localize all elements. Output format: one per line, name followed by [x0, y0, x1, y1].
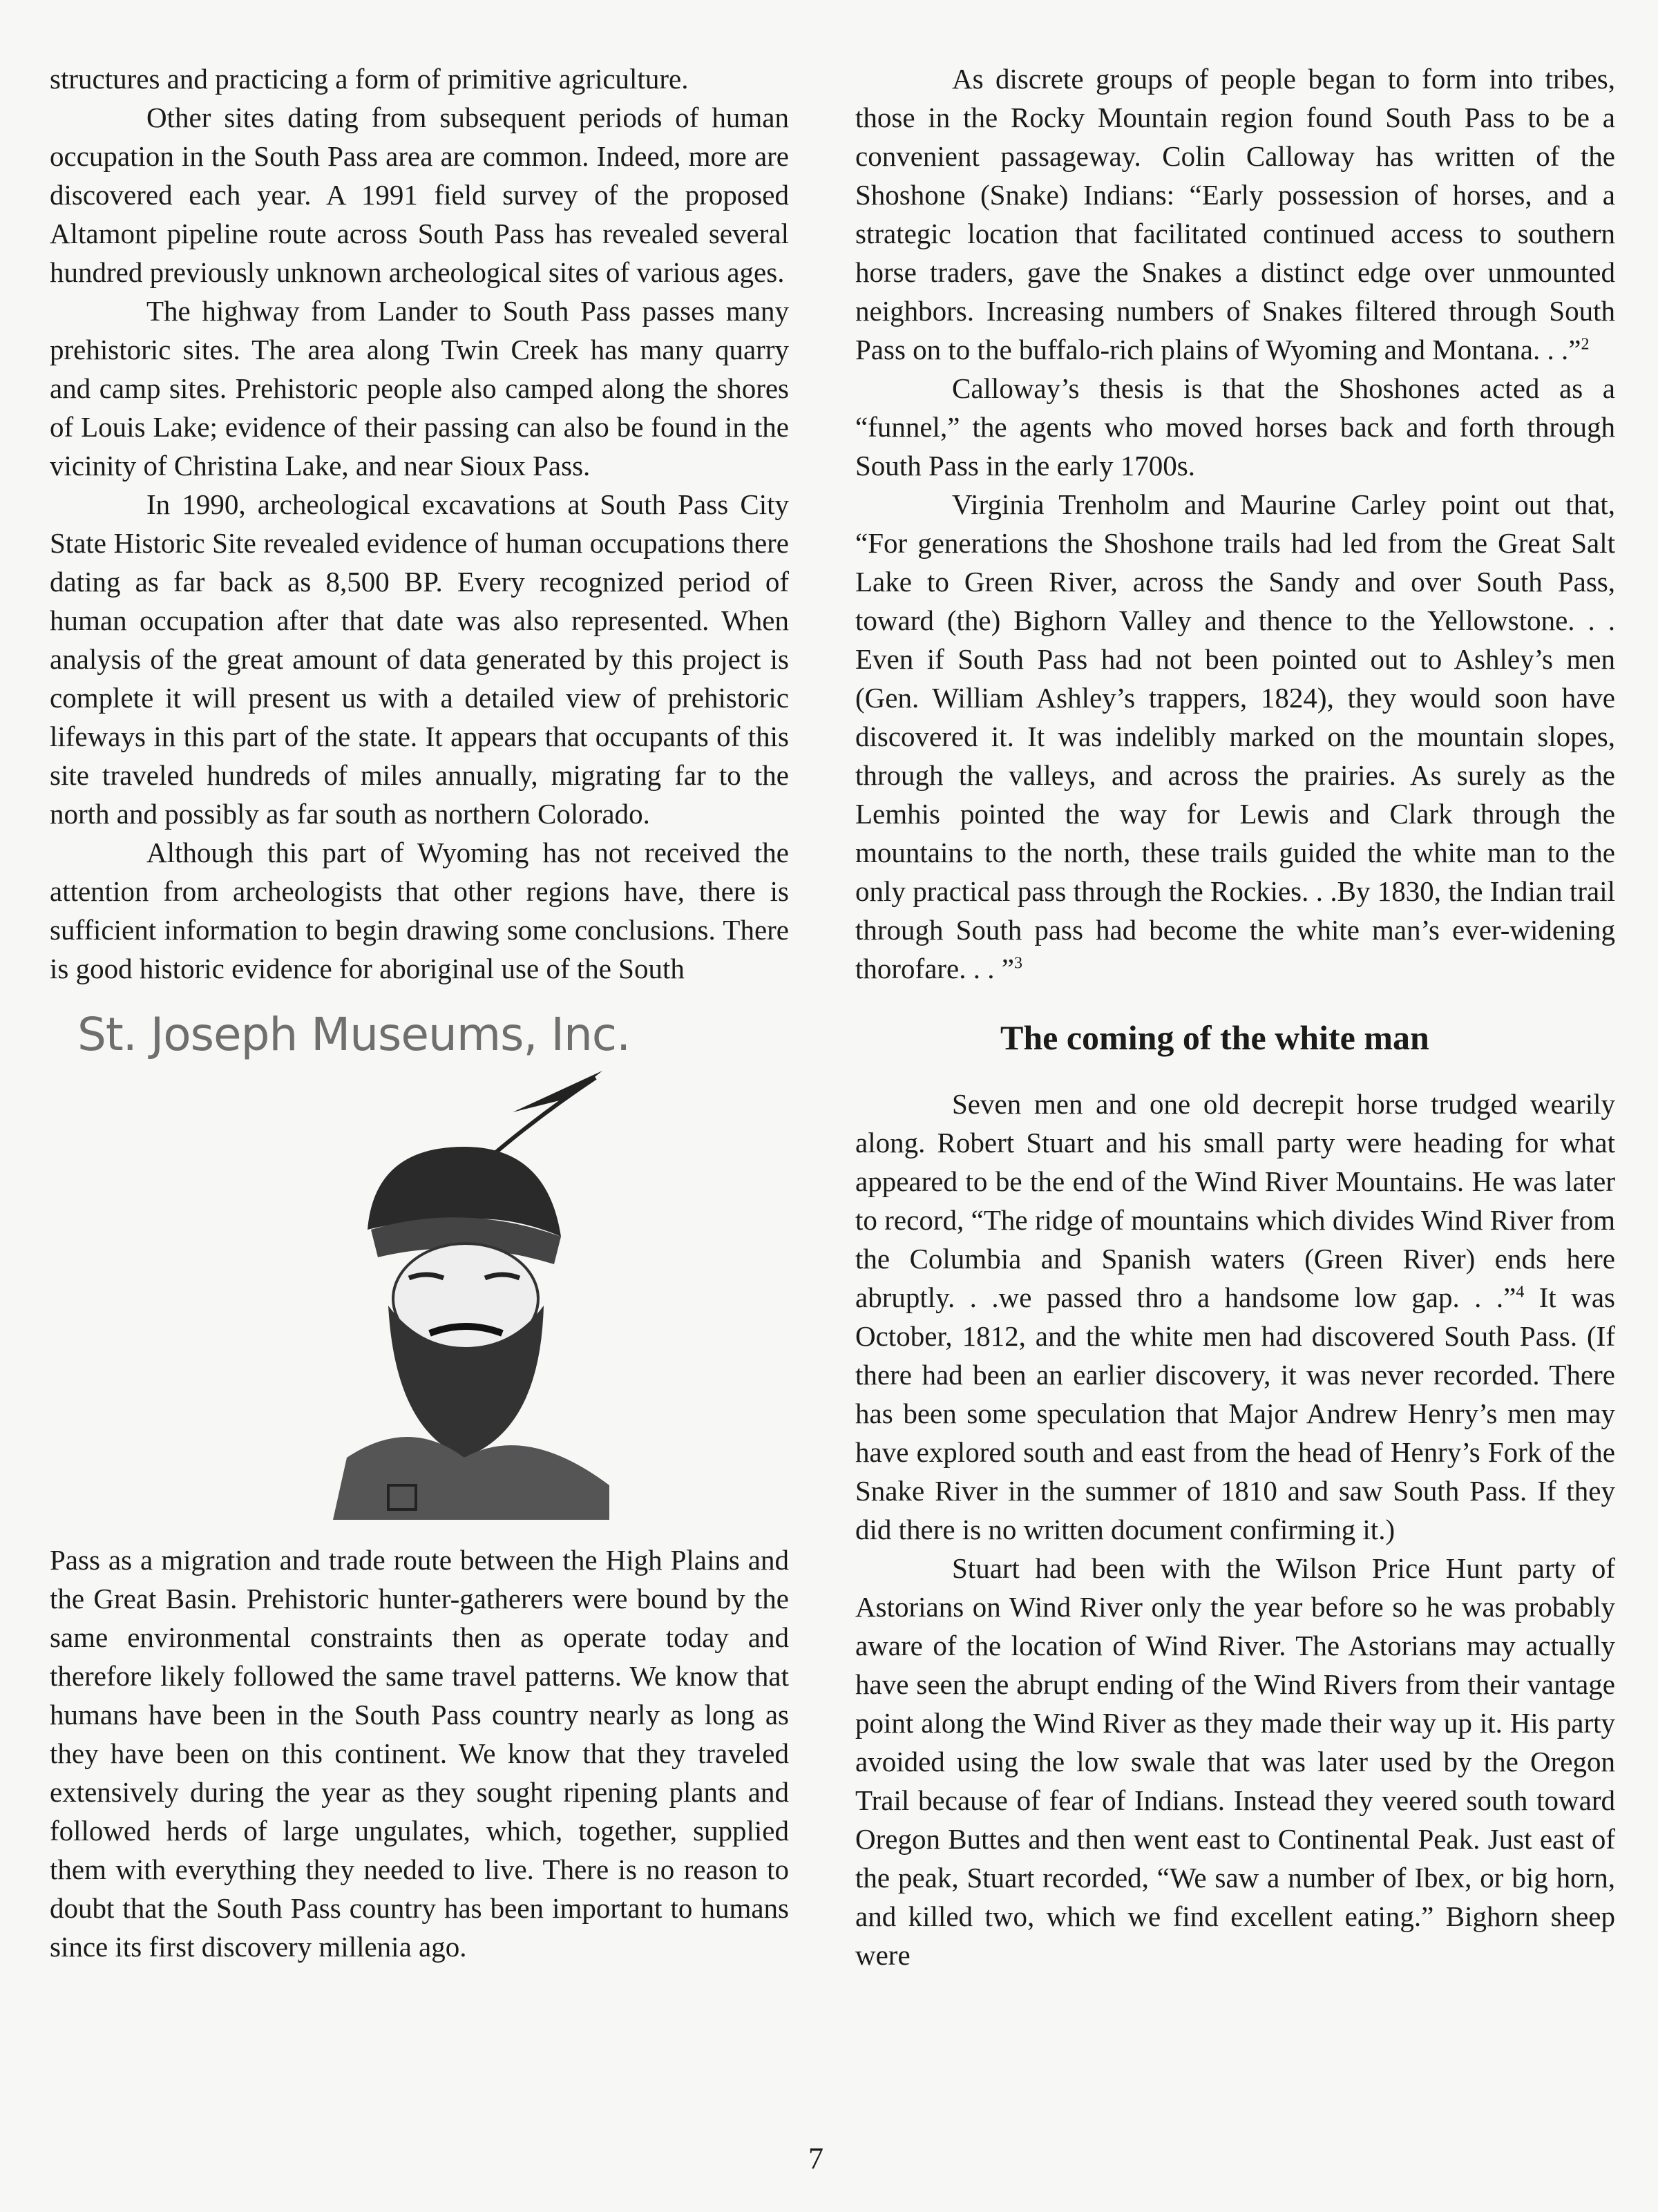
- left-column: [50, 59, 789, 1966]
- paragraph: structures and practicing a form of primitive agriculture.: [50, 63, 689, 95]
- paragraph: The highway from Lander to South Pass passes many prehistoric sites. The area along Twin Creek has many quarry and camp sites. Prehistoric people also camped along the shores of Louis Lake; evidence of their passing can also be found in the vicinity of Christina Lake, and near Sioux Pass.: [50, 295, 789, 482]
- watermark: St. Joseph Museums, Inc.: [77, 1008, 631, 1061]
- paragraph-text: It was October, 1812, and the white men had discovered South Pass. (If there had been an earlier discovery, it was never recorded. There has been some speculation that Major Andrew Henry’s men may have explored south and east from the head of Henry’s Fork of the Snake River in the summer of 1810 and saw South Pass. If they did there is no written document confirming it.): [855, 1281, 1616, 1545]
- footnote-ref: 4: [1516, 1283, 1525, 1302]
- right-column-top: [855, 59, 1615, 988]
- mountain-man-illustration: [305, 1071, 623, 1520]
- footnote-ref: 2: [1581, 335, 1590, 354]
- section-heading: The coming of the white man: [1000, 1018, 1429, 1057]
- page-number: 7: [808, 2142, 823, 2175]
- right-column-bottom: [855, 1085, 1615, 1974]
- paragraph: Other sites dating from subsequent periods of human occupation in the South Pass area are common. Indeed, more are discovered each year. A 1991 field survey of the proposed Altamont pipeline route across South Pass has revealed several hundred previously unknown archeological sites of various ages.: [50, 102, 789, 288]
- paragraph-text: Seven men and one old decrepit horse trudged wearily along. Robert Stuart and his small party were heading for what appeared to be the end of the Wind River Mountains. He was later to record, “The ridge of mountains which divides Wind River from the Columbia and Spanish waters (Green River) ends here abruptly. . .we passed thro a handsome low gap. . .”: [855, 1088, 1615, 1313]
- left-column-bottom: [50, 1541, 789, 1966]
- paragraph: [855, 1085, 1615, 1549]
- paragraph-text: As discrete groups of people began to form into tribes, those in the Rocky Mountain region found South Pass to be a convenient passageway. Colin Calloway has written of the Shoshone (Snake) Indians: “Early possession of horses, and a strategic location that facilitated continued access to southern horse traders, gave the Snakes a distinct edge over unmounted neighbors. Increasing numbers of Snakes filtered through South Pass on to the buffalo-rich plains of Wyoming and Montana. . .”: [855, 63, 1615, 365]
- paragraph: Although this part of Wyoming has not received the attention from archeologists that other regions have, there is sufficient information to begin drawing some conclusions. There is good historic evidence for aboriginal use of the South: [50, 837, 789, 984]
- right-column: [855, 59, 1615, 1974]
- paragraph: In 1990, archeological excavations at South Pass City State Historic Site revealed evidence of human occupations there dating as far back as 8,500 BP. Every recognized period of human occupation after that date was also represented. When analysis of the great amount of data generated by this project is complete it will present us with a detailed view of prehistoric lifeways in this part of the state. It appears that occupants of this site traveled hundreds of miles annually, migrating far to the north and possibly as far south as northern Colorado.: [50, 488, 789, 830]
- paragraph: [855, 59, 1615, 369]
- footnote-ref: 3: [1013, 954, 1022, 973]
- left-column-top: [50, 59, 789, 988]
- paragraph: [855, 485, 1615, 988]
- paragraph: Pass as a migration and trade route between the High Plains and the Great Basin. Prehistoric hunter-gatherers were bound by the same environmental constraints then as operate today and therefore likely followed the same travel patterns. We know that humans have been in the South Pass country nearly as long as they have been on this continent. We know that they traveled extensively during the year as they sought ripening plants and followed herds of large ungulates, which, together, supplied them with everything they needed to live. There is no reason to doubt that the South Pass country has been important to humans since its first discovery millenia ago.: [50, 1544, 789, 1963]
- paragraph-text: Virginia Trenholm and Maurine Carley point out that, “For generations the Shoshone trails had led from the Great Salt Lake to Green River, across the Sandy and over South Pass, toward (the) Bighorn Valley and thence to the Yellowstone. . . Even if South Pass had not been pointed out to Ashley’s men (Gen. William Ashley’s trappers, 1824), they would soon have discovered it. It was indelibly marked on the mountain slopes, through the valleys, and across the prairies. As surely as the Lemhis pointed the way for Lewis and Clark through the mountains to the north, these trails guided the white man to the only practical pass through the Rockies. . .By 1830, the Indian trail through South pass had become the white man’s ever-widening thorofare. . . ”: [855, 488, 1615, 984]
- paragraph: Calloway’s thesis is that the Shoshones acted as a “funnel,” the agents who moved horses back and forth through South Pass in the early 1700s.: [855, 372, 1615, 482]
- paragraph: Stuart had been with the Wilson Price Hunt party of Astorians on Wind River only the year before so he was probably aware of the location of Wind River. The Astorians may actually have seen the abrupt ending of the Wind Rivers from their vantage point along the Wind River as they made their way up it. His party avoided using the low swale that was later used by the Oregon Trail because of fear of Indians. Instead they veered south toward Oregon Buttes and then went east to Continental Peak. Just east of the peak, Stuart recorded, “We saw a number of Ibex, or big horn, and killed two, which we find excellent eating.” Bighorn sheep were: [855, 1552, 1615, 1971]
